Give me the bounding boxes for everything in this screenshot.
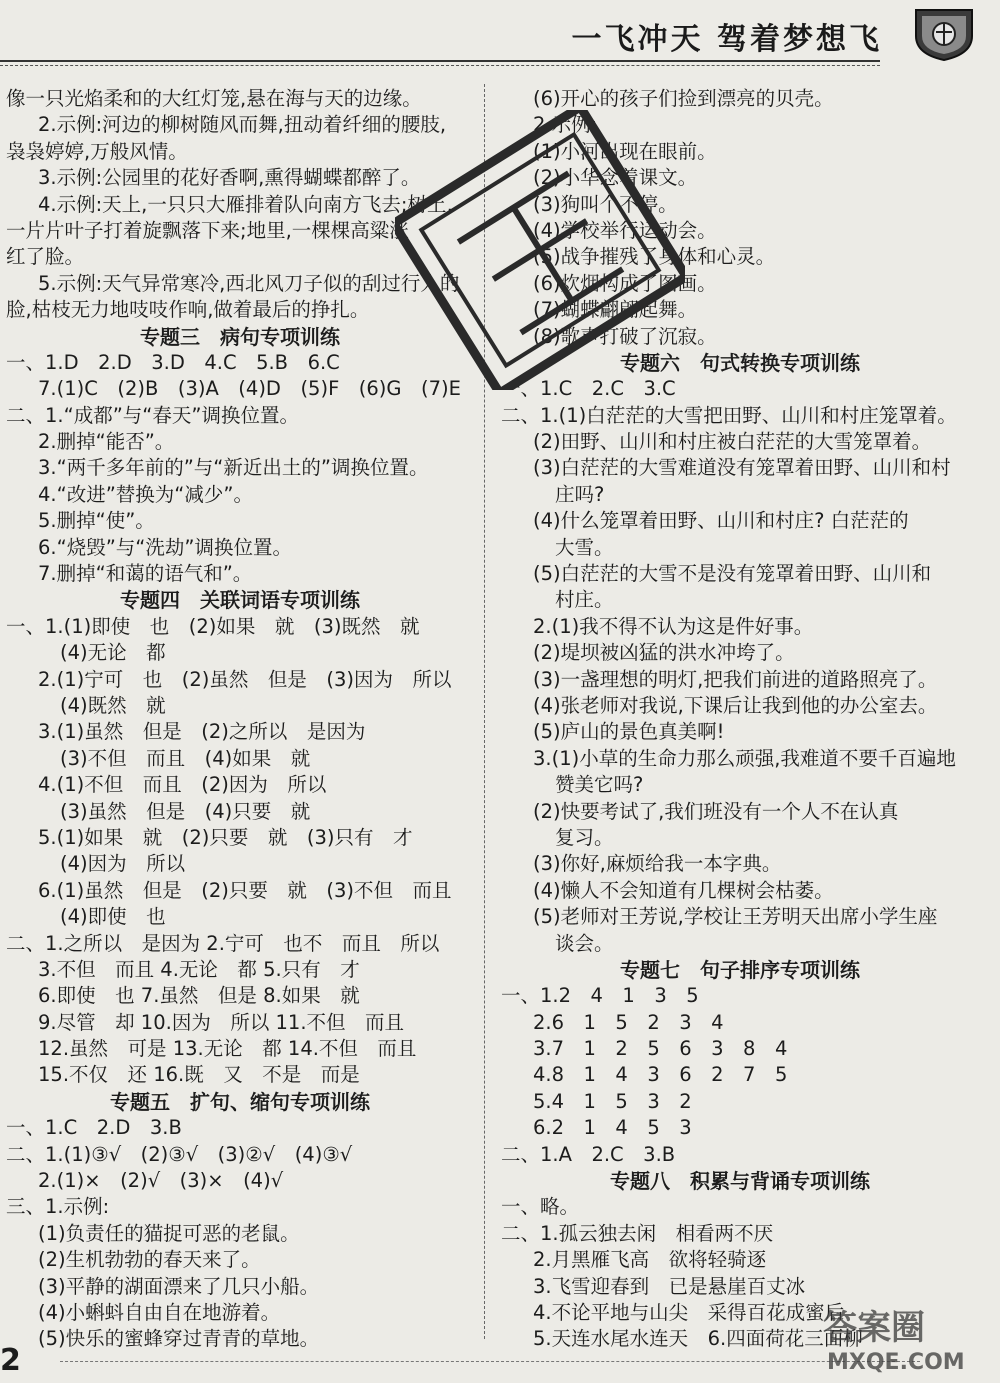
header-slogan: 一飞冲天 驾着梦想飞	[571, 22, 882, 57]
answer-line: 5.4 1 5 3 2	[533, 1089, 692, 1113]
section-heading: 专题八 积累与背诵专项训练	[610, 1169, 870, 1194]
answer-line: 2.删掉“能否”。	[38, 430, 175, 454]
answer-line: 一片片叶子打着旋飘落下来;地里,一棵棵高粱涨	[6, 218, 409, 242]
answer-line: 二、1.(1)白茫茫的大雪把田野、山川和村庄笼罩着。	[501, 403, 957, 427]
answer-line: 4.“改进”替换为“减少”。	[38, 482, 254, 506]
answer-line: 7.(1)C (2)B (3)A (4)D (5)F (6)G (7)E	[38, 377, 461, 401]
answer-line: 一、1.D 2.D 3.D 4.C 5.B 6.C	[6, 350, 340, 374]
answer-line: 6.即使 也 7.虽然 但是 8.如果 就	[38, 984, 360, 1008]
answer-line: (3)白茫茫的大雪难道没有笼罩着田野、山川和村	[533, 456, 951, 480]
answer-line: 二、1.“成都”与“春天”调换位置。	[6, 403, 300, 427]
answer-line: 三、1.示例:	[6, 1195, 110, 1219]
answer-line: 二、1.(1)③√ (2)③√ (3)②√ (4)③√	[6, 1142, 353, 1166]
answer-line: 一、1.(1)即使 也 (2)如果 就 (3)既然 就	[6, 614, 420, 638]
answer-line: (4)因为 所以	[60, 852, 186, 876]
answer-line: (2)小华念着课文。	[533, 166, 698, 190]
answer-line: 3.7 1 2 5 6 3 8 4	[533, 1037, 788, 1061]
answer-line: (2)快要考试了,我们班没有一个人不在认真	[533, 799, 899, 823]
answer-line: 6.(1)虽然 但是 (2)只要 就 (3)不但 而且	[38, 878, 452, 902]
answer-line: 15.不仅 还 16.既 又 不是 而是	[38, 1063, 360, 1087]
answer-line: 4.不论平地与山尖 采得百花成蜜后	[533, 1300, 845, 1324]
answer-line: (2)生机勃勃的春天来了。	[38, 1248, 261, 1272]
site-watermark	[817, 1299, 992, 1377]
approval-stamp-icon	[395, 110, 685, 390]
answer-line: 村庄。	[555, 588, 614, 612]
answer-line: (4)张老师对我说,下课后让我到他的办公室去。	[533, 693, 938, 717]
answer-line: 赞美它吗?	[555, 773, 644, 797]
page-number: 2	[0, 1343, 21, 1378]
answer-line: 3.(1)虽然 但是 (2)之所以 是因为	[38, 720, 366, 744]
answer-line: (3)虽然 但是 (4)只要 就	[60, 799, 311, 823]
answer-line: 二、1.孤云独去闲 相看两不厌	[501, 1221, 774, 1245]
answer-line: 5.(1)如果 就 (2)只要 就 (3)只有 才	[38, 825, 413, 849]
answer-line: 6.2 1 4 5 3	[533, 1116, 692, 1140]
page-header	[0, 0, 1000, 64]
section-heading: 专题七 句子排序专项训练	[620, 957, 860, 982]
answer-line: 2.(1)× (2)√ (3)× (4)√	[38, 1169, 284, 1193]
answer-line: (4)即使 也	[60, 905, 166, 929]
answer-line: 2.示例:河边的柳树随风而舞,扭动着纤细的腰肢,	[38, 113, 447, 137]
answer-line: 3.飞雪迎春到 已是悬崖百丈冰	[533, 1274, 806, 1298]
answer-line: 脸,枯枝无力地吱吱作响,做着最后的挣扎。	[6, 298, 370, 322]
answer-line: 2.月黑雁飞高 欲将轻骑逐	[533, 1248, 767, 1272]
answer-line: 像一只光焰柔和的大红灯笼,悬在海与天的边缘。	[6, 87, 422, 110]
answer-line: (1)负责任的猫捉可恶的老鼠。	[38, 1221, 300, 1245]
answer-line: (5)庐山的景色真美啊!	[533, 720, 725, 744]
answer-line: 2.(1)我不得不认为这是件好事。	[533, 614, 814, 638]
watermark-title: 答案圈	[823, 1308, 925, 1348]
answer-line: 一、1.2 4 1 3 5	[501, 984, 699, 1008]
answer-line: (3)平静的湖面漂来了几只小船。	[38, 1274, 320, 1298]
answer-line: 12.虽然 可是 13.无论 都 14.不但 而且	[38, 1037, 417, 1061]
answer-line: (8)歌声打破了沉寂。	[533, 324, 717, 348]
answer-line: (4)什么笼罩着田野、山川和村庄? 白茫茫的	[533, 509, 909, 533]
answer-line: 5.示例:天气异常寒冷,西北风刀子似的刮过行人的	[38, 271, 460, 295]
header-rule-dashed	[0, 65, 880, 66]
footer-rule	[60, 1361, 920, 1362]
answer-line: (7)蝴蝶翩翩起舞。	[533, 298, 698, 322]
answer-line: (5)快乐的蜜蜂穿过青青的草地。	[38, 1327, 320, 1351]
answer-line: 2.6 1 5 2 3 4	[533, 1010, 724, 1034]
answer-line: (4)无论 都	[60, 641, 166, 665]
answer-line: 9.尽管 却 10.因为 所以 11.不但 而且	[38, 1010, 405, 1034]
answer-line: 3.不但 而且 4.无论 都 5.只有 才	[38, 957, 360, 981]
answer-line: 3.示例:公园里的花好香啊,熏得蝴蝶都醉了。	[38, 166, 421, 190]
answer-line: (4)既然 就	[60, 693, 166, 717]
answer-line: (3)不但 而且 (4)如果 就	[60, 746, 311, 770]
answer-line: 谈会。	[555, 931, 614, 955]
answer-line: (1)小河出现在眼前。	[533, 139, 717, 163]
watermark-url: MXQE.COM	[827, 1350, 965, 1375]
answer-line: 庄吗?	[555, 482, 605, 506]
answer-line: 6.“烧毁”与“洗劫”调换位置。	[38, 535, 293, 559]
answer-line: (4)学校举行运动会。	[533, 218, 717, 242]
answer-line: (6)炊烟构成了图画。	[533, 271, 717, 295]
emblem-logo-icon	[908, 6, 980, 62]
answer-line: 5.天连水尾水连天 6.四面荷花三面柳	[533, 1327, 863, 1351]
section-heading: 专题六 句式转换专项训练	[620, 350, 860, 375]
answer-line: (5)战争摧残了身体和心灵。	[533, 245, 776, 269]
answer-line: 二、1.之所以 是因为 2.宁可 也不 而且 所以	[6, 931, 440, 955]
answer-line: 红了脸。	[6, 245, 85, 269]
answer-line: 2.示例:	[533, 113, 598, 137]
answer-line: 4.示例:天上,一只只大雁排着队向南方飞去;树上,	[38, 192, 453, 216]
answer-line: 5.删掉“使”。	[38, 509, 155, 533]
answer-line: 袅袅婷婷,万般风情。	[6, 139, 188, 163]
answer-line: (2)田野、山川和村庄被白茫茫的大雪笼罩着。	[533, 430, 932, 454]
section-heading: 专题四 关联词语专项训练	[120, 588, 360, 613]
answer-line: 一、1.C 2.D 3.B	[6, 1116, 182, 1140]
answer-line: 4.8 1 4 3 6 2 7 5	[533, 1063, 788, 1087]
answer-line: 一、1.C 2.C 3.C	[501, 377, 676, 401]
answer-line: 3.(1)小草的生命力那么顽强,我难道不要千百遍地	[533, 746, 956, 770]
answer-line: (5)老师对王芳说,学校让王芳明天出席小学生座	[533, 905, 938, 929]
answer-line: 复习。	[555, 825, 614, 849]
answer-line: (5)白茫茫的大雪不是没有笼罩着田野、山川和	[533, 562, 932, 586]
section-heading: 专题五 扩句、缩句专项训练	[110, 1089, 370, 1114]
answer-line: (6)开心的孩子们捡到漂亮的贝壳。	[533, 87, 834, 110]
answer-line: (3)你好,麻烦给我一本字典。	[533, 852, 782, 876]
answer-line: (4)懒人不会知道有几棵树会枯萎。	[533, 878, 834, 902]
answer-line: 大雪。	[555, 535, 614, 559]
answer-line: (2)堤坝被凶猛的洪水冲垮了。	[533, 641, 795, 665]
answer-line: (4)小蝌蚪自由自在地游着。	[38, 1300, 281, 1324]
header-rule	[0, 60, 880, 62]
answer-line: 二、1.A 2.C 3.B	[501, 1142, 676, 1166]
answer-line: 2.(1)宁可 也 (2)虽然 但是 (3)因为 所以	[38, 667, 452, 691]
answer-line: (3)一盏理想的明灯,把我们前进的道路照亮了。	[533, 667, 938, 691]
answer-line: (3)狗叫个不停。	[533, 192, 678, 216]
answer-line: 3.“两千多年前的”与“新近出土的”调换位置。	[38, 456, 429, 480]
answer-line: 一、略。	[501, 1195, 580, 1219]
section-heading: 专题三 病句专项训练	[140, 324, 340, 349]
answer-line: 4.(1)不但 而且 (2)因为 所以	[38, 773, 327, 797]
answer-line: 7.删掉“和蔼的语气和”。	[38, 562, 253, 586]
